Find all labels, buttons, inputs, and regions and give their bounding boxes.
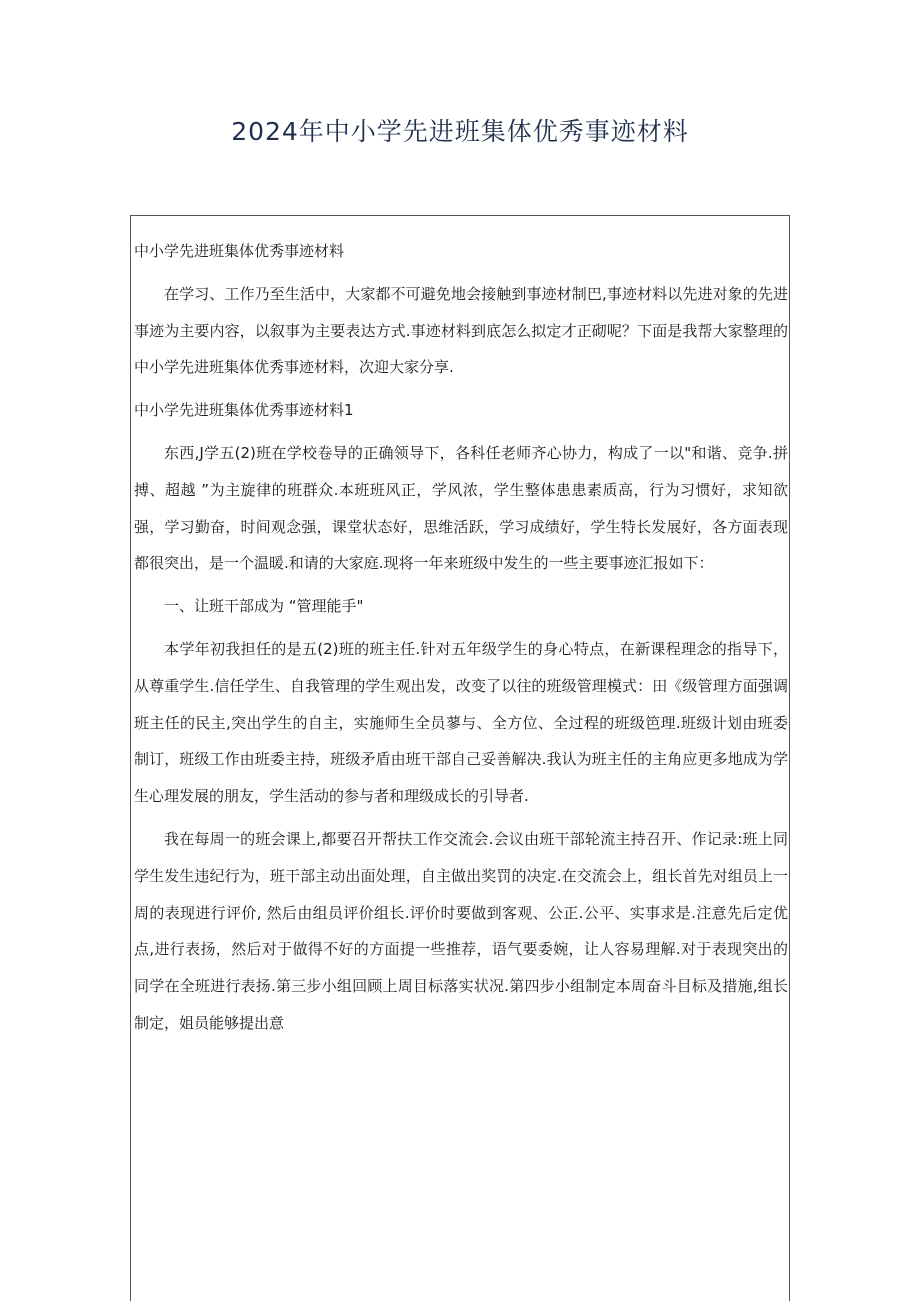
intro-paragraph: 在学习、工作乃至生活中，大家都不可避免地会接触到事迹材制巴,事迹材料以先进对象的先进事迹为主要内容，以叙事为主要表达方式.事迹材料到底怎么拟定才正砌呢？下面是我帮大家整理的中小学先进班集体优秀事迹材料，次迎大家分享. bbox=[134, 284, 788, 377]
content-frame bbox=[130, 215, 790, 1301]
section-heading-intro: 中小学先进班集体优秀事迹材料 bbox=[134, 242, 345, 260]
document-body bbox=[134, 233, 788, 1042]
body-paragraph-2: 本学年初我担任的是五(2)班的班主任.针对五年级学生的身心特点，在新课程理念的指导下，从尊重学生.信任学生、自我管理的学生观出发，改变了以往的班级管理模式：田《级管理方面强调班主任的民主,突出学生的自主，实施师生全员蓼与、全方位、全过程的班级笆理.班级计划由班委制订，班级工作由班委主持，班级矛盾由班干部自己妥善解决.我认为班主任的主角应更多地成为学生心理发展的朋友，学生活动的参与者和理级成长的引导者. bbox=[134, 639, 788, 806]
document-title: 2024年中小学先进班集体优秀事迹材料 bbox=[231, 117, 689, 146]
subheading-class-leaders: 一、让班干部成为 “管理能手" bbox=[164, 597, 364, 616]
section-heading-1: 中小学先进班集体优秀事迹材料1 bbox=[134, 401, 354, 420]
body-paragraph-3: 我在每周一的班会课上,都要召开帮扶工作交流会.会议由班干部轮流主持召开、作记录:班上同学生发生违纪行为，班干部主动出面处理，自主做出奖罚的决定.在交流会上，组长首先对组员上一周的表现进行评价, 然后由组员评价组长.评价时要做到客观、公正.公平、实事求是.注意先后定优点,进行表扬，然后对于做得不好的方面提一些推荐，语气要委婉，让人容易理解.对于表现突出的同学在全班进行表扬.第三步小组回顾上周目标落实状况.第四步小组制定本周奋斗目标及措施,组长制定，姐员能够提出意 bbox=[134, 829, 788, 1032]
body-paragraph-1: 东西,J学五(2)班在学校卷导的正确领导下，各科任老师齐心协力，构成了一以"和谐、竞争.拼搏、超越 ”为主旋律的班群众.本班班风正，学风浓，学生整体患患素质高，行为习惯好，求知欲强，学习勤奋，时间观念强，课堂状态好，思维活跃，学习成绩好，学生特长发展好，各方面表现都很突出，是一个温暖.和请的大家庭.现将一年来班级中发生的一些主要事迹汇报如下： bbox=[134, 443, 788, 573]
